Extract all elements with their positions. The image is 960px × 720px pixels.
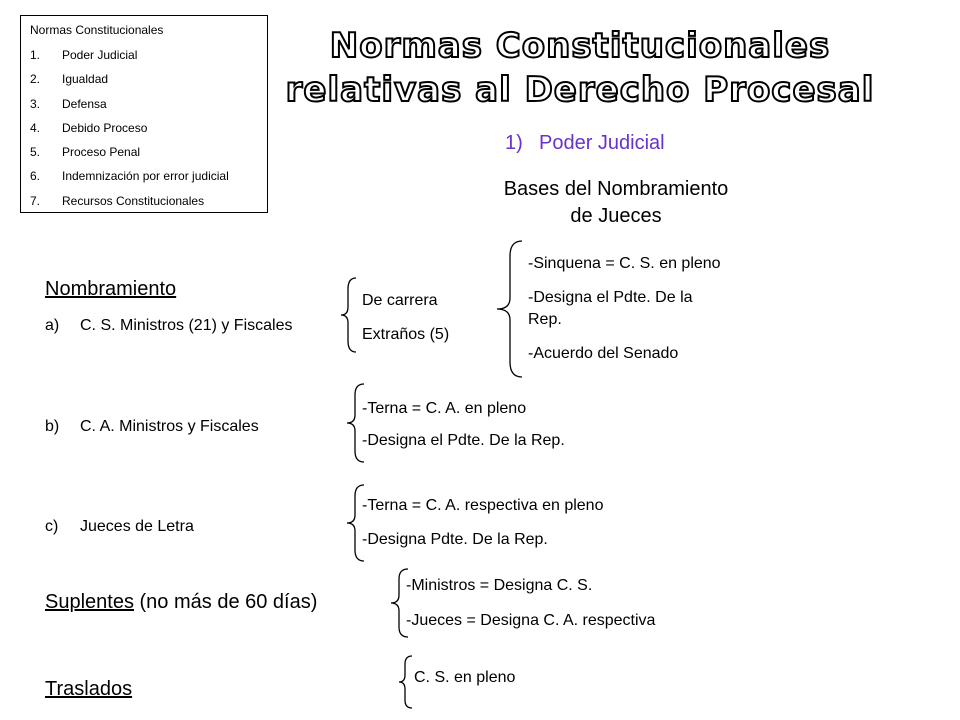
toc-item: 2. Igualdad [30, 72, 109, 87]
step-line: -Designa Pdte. De la Rep. [362, 531, 548, 548]
step-line: Rep. [528, 311, 562, 328]
item-a: a) C. S. Ministros (21) y Fiscales [45, 317, 293, 334]
toc-item: 6. Indemnización por error judicial [30, 169, 229, 184]
toc-title: Normas Constitucionales [30, 23, 164, 37]
nombramiento-heading: Nombramiento [45, 278, 177, 300]
step-line: -Jueces = Designa C. A. respectiva [406, 612, 656, 629]
step-line: -Acuerdo del Senado [528, 345, 679, 362]
step-line: -Terna = C. A. en pleno [362, 400, 527, 417]
step-line: -Designa el Pdte. De la Rep. [362, 432, 565, 449]
step-line: -Ministros = Designa C. S. [406, 577, 593, 594]
subtitle-line-2: de Jueces [570, 205, 662, 227]
toc-item: 4. Debido Proceso [30, 120, 148, 135]
page-title [270, 24, 890, 112]
option-extranos: Extraños (5) [362, 326, 450, 343]
toc-list [30, 43, 267, 213]
page-title-line-1: Normas Constitucionales [329, 26, 831, 66]
brace-icon [496, 240, 524, 378]
suplentes-heading: Suplentes (no más de 60 días) [45, 591, 318, 613]
subtitle-line-1: Bases del Nombramiento [503, 178, 729, 200]
page-title-line-2: relativas al Derecho Procesal [285, 70, 875, 110]
step-line: C. S. en pleno [414, 669, 516, 686]
section-number: 1) [505, 132, 523, 154]
brace-icon [398, 655, 414, 709]
step-line: -Sinquena = C. S. en pleno [528, 255, 721, 272]
brace-icon [346, 484, 366, 562]
brace-icon [340, 277, 360, 353]
toc-box [20, 15, 268, 213]
section-label: Poder Judicial [539, 132, 665, 154]
toc-item: 3. Defensa [30, 96, 107, 111]
item-b: b) C. A. Ministros y Fiscales [45, 418, 259, 435]
toc-item: 7. Recursos Constitucionales [30, 193, 205, 208]
subtitle [470, 176, 762, 230]
toc-item: 5. Proceso Penal [30, 145, 141, 160]
brace-icon [346, 383, 366, 463]
item-c: c) Jueces de Letra [45, 518, 194, 535]
step-line: -Designa el Pdte. De la [528, 289, 693, 306]
section-heading [505, 132, 665, 155]
toc-item: 1. Poder Judicial [30, 48, 138, 62]
step-line: -Terna = C. A. respectiva en pleno [362, 497, 604, 514]
option-de-carrera: De carrera [362, 292, 438, 309]
traslados-heading: Traslados [45, 678, 133, 700]
